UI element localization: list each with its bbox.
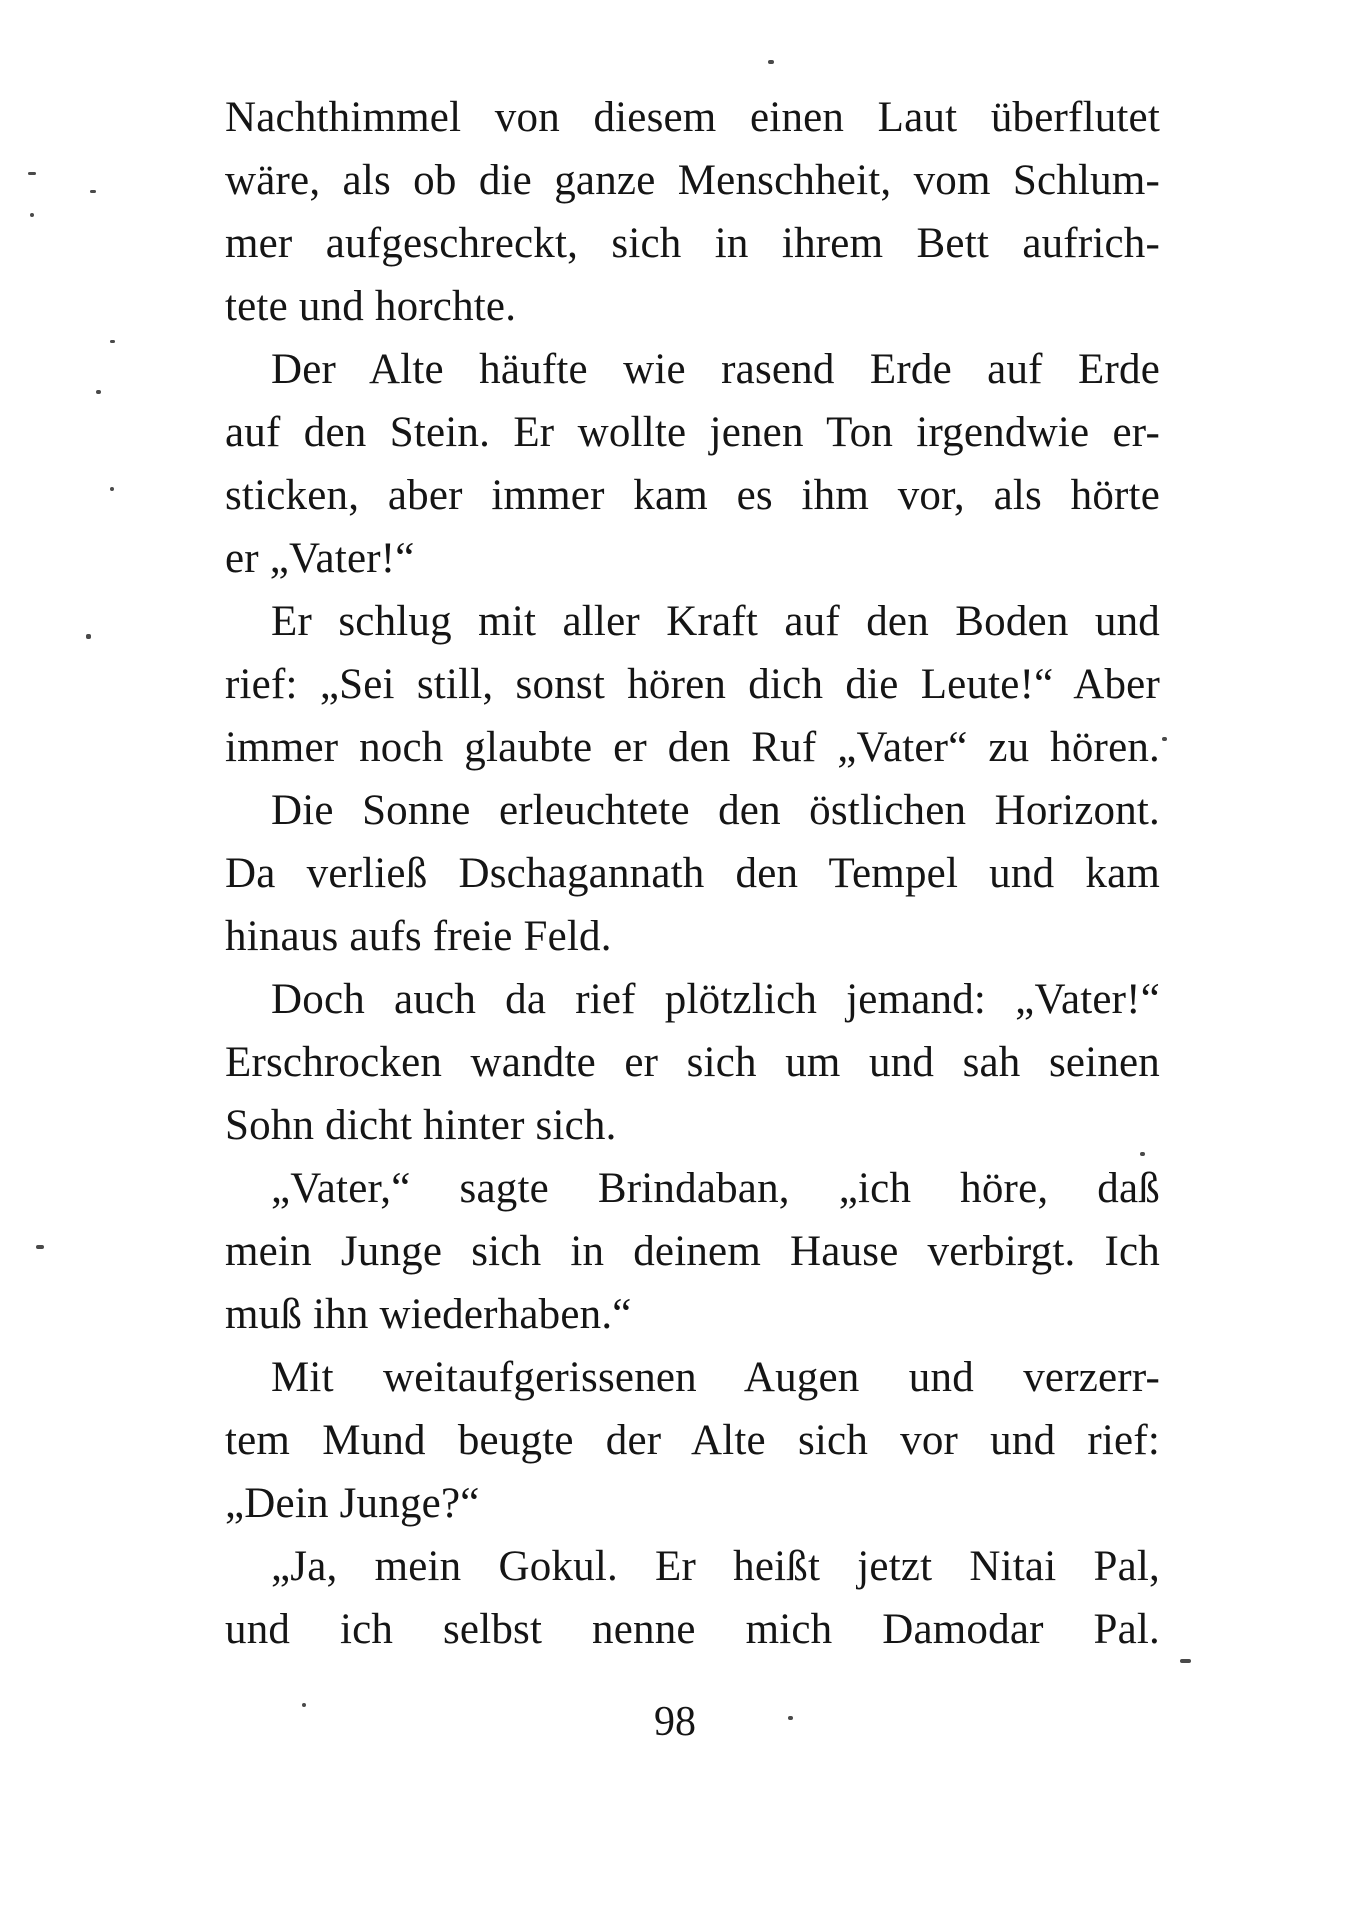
scan-speck (1162, 737, 1167, 741)
text-block (225, 86, 1160, 1661)
scan-speck (30, 213, 34, 217)
scan-speck (28, 172, 36, 175)
text-line: sticken, aber immer kam es ihm vor, als hörte (225, 472, 1160, 519)
scan-speck (86, 634, 91, 639)
scan-speck (96, 390, 101, 394)
page-number: 98 (654, 1699, 696, 1745)
text-line: tete und horchte. (225, 283, 517, 330)
text-line: muß ihn wiederhaben.“ (225, 1291, 632, 1338)
scan-speck (110, 340, 115, 343)
text-line: Sohn dicht hinter sich. (225, 1102, 617, 1149)
scan-speck (302, 1703, 306, 1707)
text-line: „Ja, mein Gokul. Er heißt jetzt Nitai Pal, (271, 1543, 1160, 1590)
text-line: Doch auch da rief plötzlich jemand: „Vater!“ (271, 976, 1160, 1023)
scan-speck (36, 1245, 44, 1249)
text-line: Er schlug mit aller Kraft auf den Boden und (271, 598, 1160, 645)
text-line: Mit weitaufgerissenen Augen und verzerr- (271, 1354, 1160, 1401)
text-line: Erschrocken wandte er sich um und sah seinen (225, 1039, 1160, 1086)
text-line: „Vater,“ sagte Brindaban, „ich höre, daß (271, 1165, 1160, 1212)
text-line: mein Junge sich in deinem Hause verbirgt. Ich (225, 1228, 1160, 1275)
scan-speck (110, 487, 114, 491)
text-line: Nachthimmel von diesem einen Laut überflutet (225, 94, 1160, 141)
text-line: Der Alte häufte wie rasend Erde auf Erde (271, 346, 1160, 393)
text-line: er „Vater!“ (225, 535, 415, 582)
text-line: auf den Stein. Er wollte jenen Ton irgendwie er- (225, 409, 1160, 456)
scan-speck (788, 1716, 793, 1720)
text-line: „Dein Junge?“ (225, 1480, 480, 1527)
scan-speck (90, 190, 96, 193)
text-line: immer noch glaubte er den Ruf „Vater“ zu hören. (225, 724, 1160, 771)
text-line: Die Sonne erleuchtete den östlichen Horizont. (271, 787, 1160, 834)
text-line: rief: „Sei still, sonst hören dich die Leute!“ Aber (225, 661, 1160, 708)
text-line: und ich selbst nenne mich Damodar Pal. (225, 1606, 1160, 1653)
text-line: mer aufgeschreckt, sich in ihrem Bett aufrich- (225, 220, 1160, 267)
scan-speck (768, 60, 774, 64)
text-line: tem Mund beugte der Alte sich vor und rief: (225, 1417, 1160, 1464)
text-line: hinaus aufs freie Feld. (225, 913, 612, 960)
scan-speck (1140, 1152, 1145, 1156)
text-line: Da verließ Dschagannath den Tempel und kam (225, 850, 1160, 897)
text-line: wäre, als ob die ganze Menschheit, vom Schlum- (225, 157, 1160, 204)
scan-speck (1180, 1659, 1191, 1663)
